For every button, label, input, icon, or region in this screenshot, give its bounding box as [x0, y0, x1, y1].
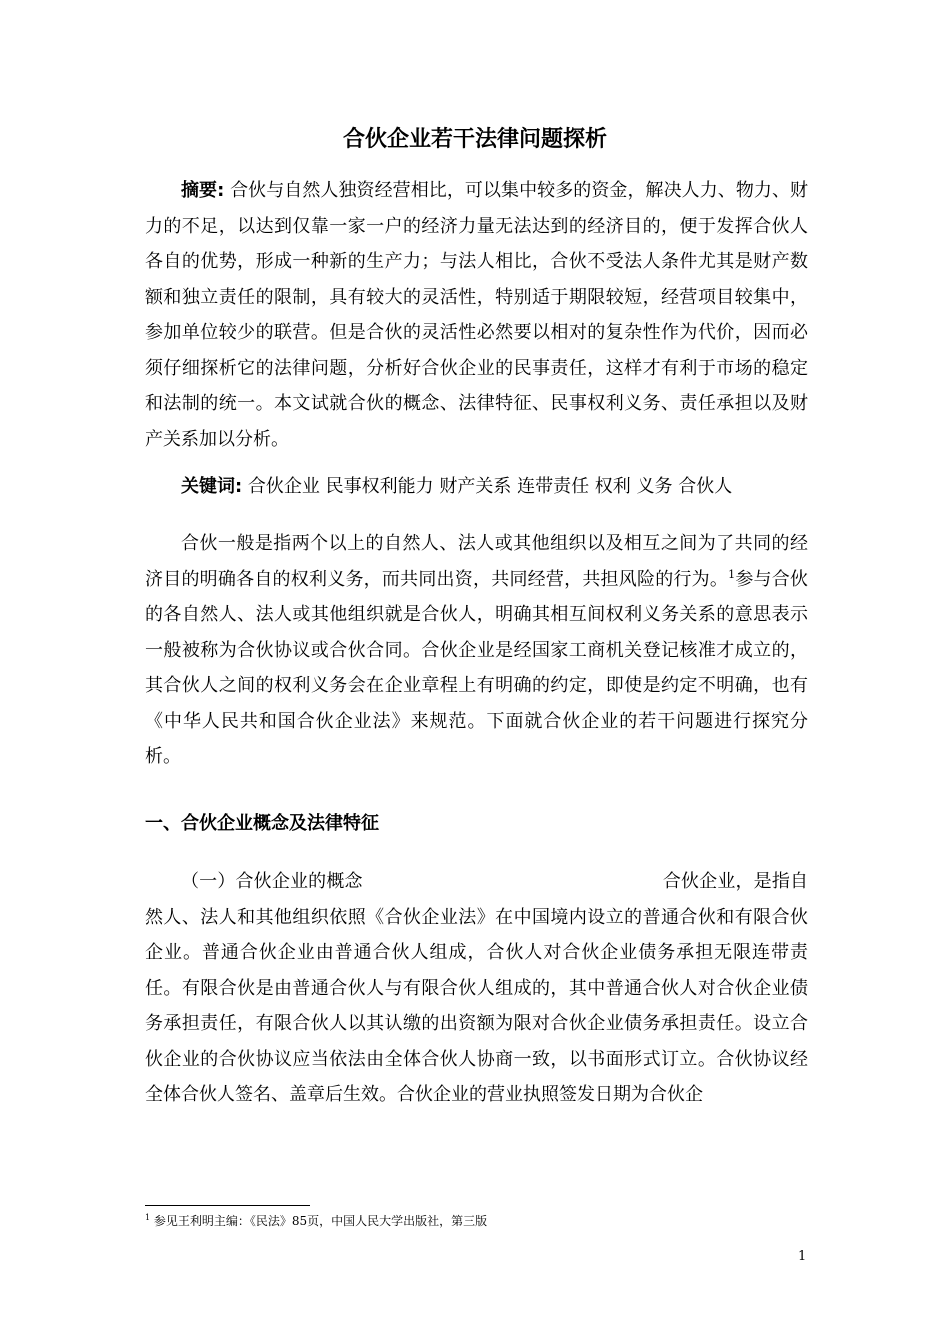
abstract-label: 摘要:: [181, 180, 225, 201]
section-1-text: 合伙企业，是指自然人、法人和其他组织依照《合伙企业法》在中国境内设立的普通合伙和有限合伙企业。普通合伙企业由普通合伙人组成，合伙人对合伙企业债务承担无限连带责任。有限合伙是由普通合伙人与有限合伙人组成的，其中普通合伙人对合伙企业债务承担责任，有限合伙人以其认缴的出资额为限对合伙企业债务承担责任。设立合伙企业的合伙协议应当依法由全体合伙人协商一致，以书面形式订立。合伙协议经全体合伙人签名、盖章后生效。合伙企业的营业执照签发日期为合伙企: [145, 871, 809, 1105]
intro-paragraph: [145, 526, 808, 775]
page-number: 1: [798, 1249, 807, 1264]
footnote-reference[interactable]: 1: [728, 567, 736, 581]
page-title: 合伙企业若干法律问题探析: [342, 127, 607, 152]
keywords-line: [145, 469, 808, 505]
section-1-heading: 一、合伙企业概念及法律特征: [145, 813, 379, 834]
footnote-text: 参见王利明主编：《民法》85页，中国人民大学出版社，第三版: [150, 1214, 488, 1228]
section-1-paragraph: [145, 864, 808, 1113]
abstract-text: 合伙与自然人独资经营相比，可以集中较多的资金，解决人力、物力、财力的不足，以达到仅靠一家一户的经济力量无法达到的经济目的，便于发挥合伙人各自的优势，形成一种新的生产力；与法人相比，合伙不受法人条件尤其是财产数额和独立责任的限制，具有较大的灵活性，特别适于期限较短，经营项目较集中，参加单位较少的联营。但是合伙的灵活性必然要以相对的复杂性作为代价，因而必须仔细探析它的法律问题，分析好合伙企业的民事责任，这样才有利于市场的稳定和法制的统一。本文试就合伙的概念、法律特征、民事权利义务、责任承担以及财产关系加以分析。: [145, 180, 809, 450]
keywords-text: 合伙企业 民事权利能力 财产关系 连带责任 权利 义务 合伙人: [242, 476, 733, 497]
subsection-heading: （一）合伙企业的概念: [181, 871, 363, 892]
footnote-mark: 1: [145, 1213, 151, 1222]
footnote: [145, 1212, 487, 1230]
intro-text-part1: 合伙一般是指两个以上的自然人、法人或其他组织以及相互之间为了共同的经济目的明确各自的权利义务，而共同出资，共同经营，共担风险的行为。: [145, 533, 808, 590]
intro-text-part2: 参与合伙的各自然人、法人或其他组织就是合伙人，明确其相互间权利义务关系的意思表示一般被称为合伙协议或合伙合同。合伙企业是经国家工商机关登记核准才成立的，其合伙人之间的权利义务会在企业章程上有明确的约定，即使是约定不明确，也有《中华人民共和国合伙企业法》来规范。下面就合伙企业的若干问题进行探究分析。: [145, 568, 808, 767]
footnote-separator: [145, 1205, 310, 1206]
keywords-label: 关键词:: [181, 476, 243, 497]
abstract-paragraph: [145, 173, 808, 457]
section-heading: [145, 806, 808, 842]
